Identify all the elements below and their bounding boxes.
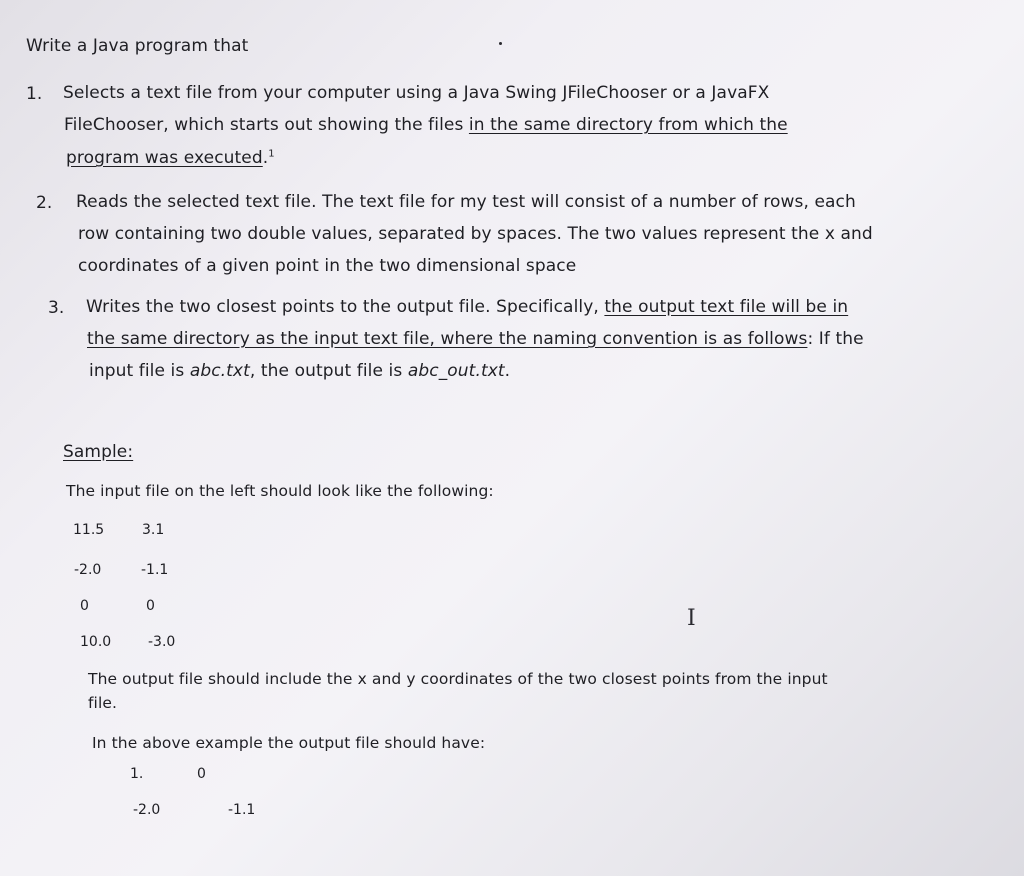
item-1-line-3: program was executed.$^1$: [66, 148, 275, 168]
item-2-line-3: coordinates of a given point in the two dimensional space: [78, 256, 577, 276]
item-2-line-2: row containing two double values, separated by spaces. The two values represent the x and: [78, 224, 873, 244]
item-3-line-3: input file is abc.txt, the output file is abc_out.txt.: [89, 361, 511, 381]
item-3-line-2: the same directory as the input text file, where the naming convention is as follows: If the: [87, 329, 864, 349]
sample-heading: Sample:: [63, 442, 134, 462]
output-row-1-x: 1.: [130, 766, 144, 782]
item-2-number: 2.: [36, 193, 53, 213]
item-1-line-1: Selects a text file from your computer using a Java Swing JFileChooser or a JavaFX: [63, 83, 770, 103]
input-row-4-y: -3.0: [148, 634, 176, 650]
input-row-3-x: 0: [80, 598, 89, 614]
text-cursor-icon: I: [687, 606, 696, 631]
item-1-number: 1.: [26, 84, 43, 104]
output-row-2-y: -1.1: [228, 802, 256, 818]
input-row-2-x: -2.0: [74, 562, 102, 578]
sample-input-intro: The input file on the left should look like the following:: [66, 482, 494, 500]
output-row-2-x: -2.0: [133, 802, 161, 818]
stray-dot: [499, 42, 502, 45]
output-description-line-1: The output file should include the x and y coordinates of the two closest points from the input: [88, 670, 828, 688]
input-row-1-y: 3.1: [142, 522, 165, 538]
output-description-line-2: file.: [88, 694, 118, 712]
item-3-number: 3.: [48, 298, 65, 318]
input-row-2-y: -1.1: [141, 562, 169, 578]
input-row-3-y: 0: [146, 598, 155, 614]
example-intro: In the above example the output file should have:: [92, 734, 486, 752]
input-row-4-x: 10.0: [80, 634, 112, 650]
intro-text: Write a Java program that: [26, 36, 249, 56]
item-3-line-1: Writes the two closest points to the output file. Specifically, the output text file will be in: [86, 297, 849, 317]
item-2-line-1: Reads the selected text file. The text file for my test will consist of a number of rows, each: [76, 192, 856, 212]
item-1-line-2: FileChooser, which starts out showing the files in the same directory from which the: [64, 115, 788, 135]
output-row-1-y: 0: [197, 766, 206, 782]
input-row-1-x: 11.5: [73, 522, 105, 538]
